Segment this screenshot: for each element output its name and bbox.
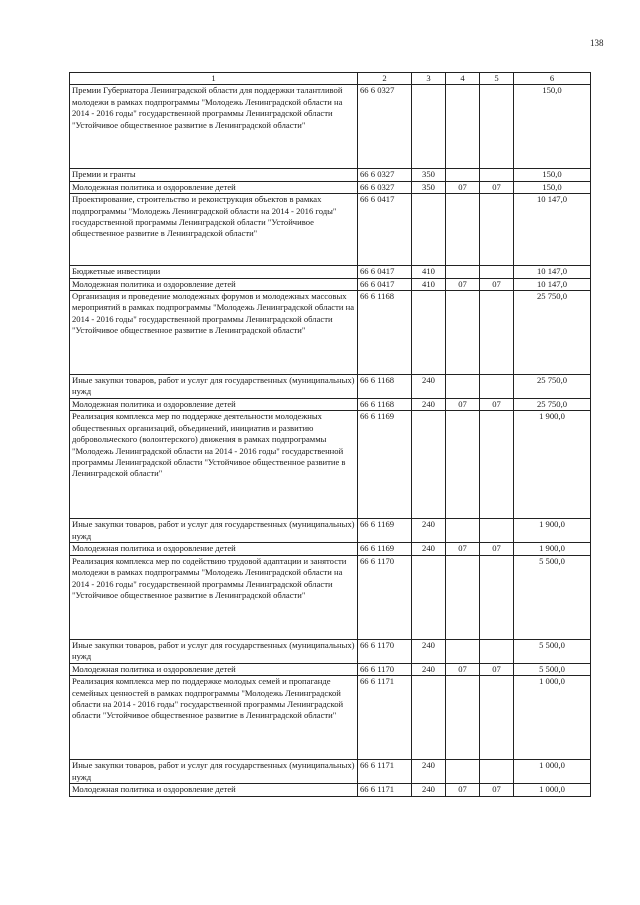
row-col3: 240 (412, 760, 446, 784)
row-col5: 07 (480, 399, 514, 411)
table-row (70, 291, 591, 375)
row-col5 (480, 169, 514, 181)
row-code: 66 6 0417 (358, 278, 412, 290)
row-name: Организация и проведение молодежных форумов и молодежных массовых мероприятий в рамках подпрограммы "Молодежь Ленинградской области на 2014 - 2016 годы" государственной программы Ленинградской области "Устойчивое общественное развитие в Ленинградской области" (70, 291, 358, 375)
row-col4: 07 (446, 784, 480, 796)
row-col4: 07 (446, 278, 480, 290)
row-col4 (446, 194, 480, 266)
table-row (70, 278, 591, 290)
row-col5: 07 (480, 784, 514, 796)
row-amount: 150,0 (514, 169, 591, 181)
row-name: Проектирование, строительство и реконструкция объектов в рамках подпрограммы "Молодежь Ленинградской области на 2014 - 2016 годы" государственной программы Ленинградской области "Устойчивое общественное развитие в Ленинградской области" (70, 194, 358, 266)
row-code: 66 6 0327 (358, 181, 412, 193)
row-code: 66 6 1170 (358, 639, 412, 663)
row-name: Бюджетные инвестиции (70, 266, 358, 278)
header-col-5: 5 (480, 73, 514, 85)
row-col4 (446, 760, 480, 784)
row-code: 66 6 1171 (358, 784, 412, 796)
row-col3 (412, 85, 446, 169)
row-col3 (412, 676, 446, 760)
row-col4 (446, 169, 480, 181)
row-code: 66 6 1171 (358, 760, 412, 784)
row-code: 66 6 1168 (358, 291, 412, 375)
row-amount: 1 000,0 (514, 784, 591, 796)
row-amount: 25 750,0 (514, 375, 591, 399)
table-header (70, 73, 591, 85)
row-amount: 25 750,0 (514, 291, 591, 375)
row-col3: 240 (412, 543, 446, 555)
row-amount: 150,0 (514, 181, 591, 193)
row-col4 (446, 519, 480, 543)
header-col-6: 6 (514, 73, 591, 85)
table-row (70, 194, 591, 266)
row-amount: 10 147,0 (514, 194, 591, 266)
row-col3: 240 (412, 784, 446, 796)
row-col5 (480, 411, 514, 519)
table-row (70, 85, 591, 169)
row-code: 66 6 0417 (358, 266, 412, 278)
row-col3: 240 (412, 639, 446, 663)
row-name: Реализация комплекса мер по поддержке молодых семей и пропаганде семейных ценностей в рамках подпрограммы "Молодежь Ленинградской области на 2014 - 2016 годы" государственной программы Ленинградской области "Устойчивое общественное развитие в Ленинградской области" (70, 676, 358, 760)
row-code: 66 6 1169 (358, 543, 412, 555)
table-row (70, 663, 591, 675)
row-amount: 10 147,0 (514, 278, 591, 290)
row-col3 (412, 291, 446, 375)
row-col4 (446, 266, 480, 278)
row-name: Иные закупки товаров, работ и услуг для государственных (муниципальных) нужд (70, 375, 358, 399)
table-row (70, 519, 591, 543)
row-col4 (446, 291, 480, 375)
table-row (70, 639, 591, 663)
row-code: 66 6 1171 (358, 676, 412, 760)
table-body (70, 85, 591, 796)
row-amount: 5 500,0 (514, 555, 591, 639)
table-row (70, 266, 591, 278)
row-code: 66 6 0417 (358, 194, 412, 266)
row-col4: 07 (446, 543, 480, 555)
row-col5 (480, 194, 514, 266)
row-col5 (480, 375, 514, 399)
row-name: Молодежная политика и оздоровление детей (70, 663, 358, 675)
row-col3: 410 (412, 278, 446, 290)
header-row (70, 73, 591, 85)
row-col3 (412, 555, 446, 639)
table-row (70, 760, 591, 784)
row-name: Премии Губернатора Ленинградской области для поддержки талантливой молодежи в рамках подпрограммы "Молодежь Ленинградской области на 2014 - 2016 годы" государственной программы Ленинградской области "Устойчивое общественное развитие в Ленинградской области" (70, 85, 358, 169)
page-number: 138 (590, 38, 604, 48)
row-col4 (446, 639, 480, 663)
row-col3: 350 (412, 169, 446, 181)
row-col3 (412, 411, 446, 519)
row-amount: 1 000,0 (514, 760, 591, 784)
row-name: Иные закупки товаров, работ и услуг для государственных (муниципальных) нужд (70, 639, 358, 663)
row-col5 (480, 85, 514, 169)
header-col-4: 4 (446, 73, 480, 85)
row-amount: 1 900,0 (514, 519, 591, 543)
row-code: 66 6 1168 (358, 399, 412, 411)
row-col5 (480, 555, 514, 639)
table-row (70, 411, 591, 519)
row-col5 (480, 519, 514, 543)
row-code: 66 6 0327 (358, 85, 412, 169)
row-name: Реализация комплекса мер по содействию трудовой адаптации и занятости молодежи в рамках подпрограммы "Молодежь Ленинградской области на 2014 - 2016 годы" государственной программы Ленинградской области "Устойчивое общественное развитие в Ленинградской области" (70, 555, 358, 639)
table-row (70, 375, 591, 399)
row-col3: 240 (412, 663, 446, 675)
row-col3: 240 (412, 375, 446, 399)
row-col4 (446, 555, 480, 639)
row-col4 (446, 411, 480, 519)
row-col3: 240 (412, 519, 446, 543)
table-row (70, 784, 591, 796)
row-amount: 1 000,0 (514, 676, 591, 760)
row-col4: 07 (446, 399, 480, 411)
row-col5 (480, 676, 514, 760)
header-col-3: 3 (412, 73, 446, 85)
row-name: Молодежная политика и оздоровление детей (70, 399, 358, 411)
row-col5: 07 (480, 543, 514, 555)
row-code: 66 6 1170 (358, 663, 412, 675)
row-col5: 07 (480, 663, 514, 675)
row-col4 (446, 85, 480, 169)
row-amount: 5 500,0 (514, 663, 591, 675)
row-col3 (412, 194, 446, 266)
row-amount: 150,0 (514, 85, 591, 169)
row-name: Иные закупки товаров, работ и услуг для государственных (муниципальных) нужд (70, 519, 358, 543)
row-amount: 5 500,0 (514, 639, 591, 663)
row-amount: 25 750,0 (514, 399, 591, 411)
table-row (70, 181, 591, 193)
row-col5 (480, 760, 514, 784)
row-col4 (446, 375, 480, 399)
row-name: Молодежная политика и оздоровление детей (70, 543, 358, 555)
header-col-1: 1 (70, 73, 358, 85)
row-code: 66 6 1169 (358, 519, 412, 543)
table-row (70, 555, 591, 639)
table-row (70, 676, 591, 760)
row-name: Молодежная политика и оздоровление детей (70, 784, 358, 796)
row-col3: 410 (412, 266, 446, 278)
row-code: 66 6 1169 (358, 411, 412, 519)
row-col4 (446, 676, 480, 760)
row-col4: 07 (446, 663, 480, 675)
row-col5 (480, 291, 514, 375)
table-row (70, 399, 591, 411)
row-name: Молодежная политика и оздоровление детей (70, 181, 358, 193)
row-col5: 07 (480, 278, 514, 290)
row-col5: 07 (480, 181, 514, 193)
row-col3: 350 (412, 181, 446, 193)
row-name: Реализация комплекса мер по поддержке деятельности молодежных общественных организаций, объединений, инициатив и развитию добровольческого (волонтерского) движения в рамках подпрограммы "Молодежь Ленинградской области на 2014 - 2016 годы" государственной программы Ленинградской области "Устойчивое общественное развитие в Ленинградской области" (70, 411, 358, 519)
table-row (70, 543, 591, 555)
table-row (70, 169, 591, 181)
row-name: Премии и гранты (70, 169, 358, 181)
row-name: Иные закупки товаров, работ и услуг для государственных (муниципальных) нужд (70, 760, 358, 784)
row-col5 (480, 266, 514, 278)
row-name: Молодежная политика и оздоровление детей (70, 278, 358, 290)
budget-table (69, 72, 591, 797)
row-col3: 240 (412, 399, 446, 411)
row-code: 66 6 0327 (358, 169, 412, 181)
row-col4: 07 (446, 181, 480, 193)
row-amount: 1 900,0 (514, 411, 591, 519)
row-amount: 1 900,0 (514, 543, 591, 555)
row-col5 (480, 639, 514, 663)
header-col-2: 2 (358, 73, 412, 85)
row-code: 66 6 1168 (358, 375, 412, 399)
row-code: 66 6 1170 (358, 555, 412, 639)
row-amount: 10 147,0 (514, 266, 591, 278)
